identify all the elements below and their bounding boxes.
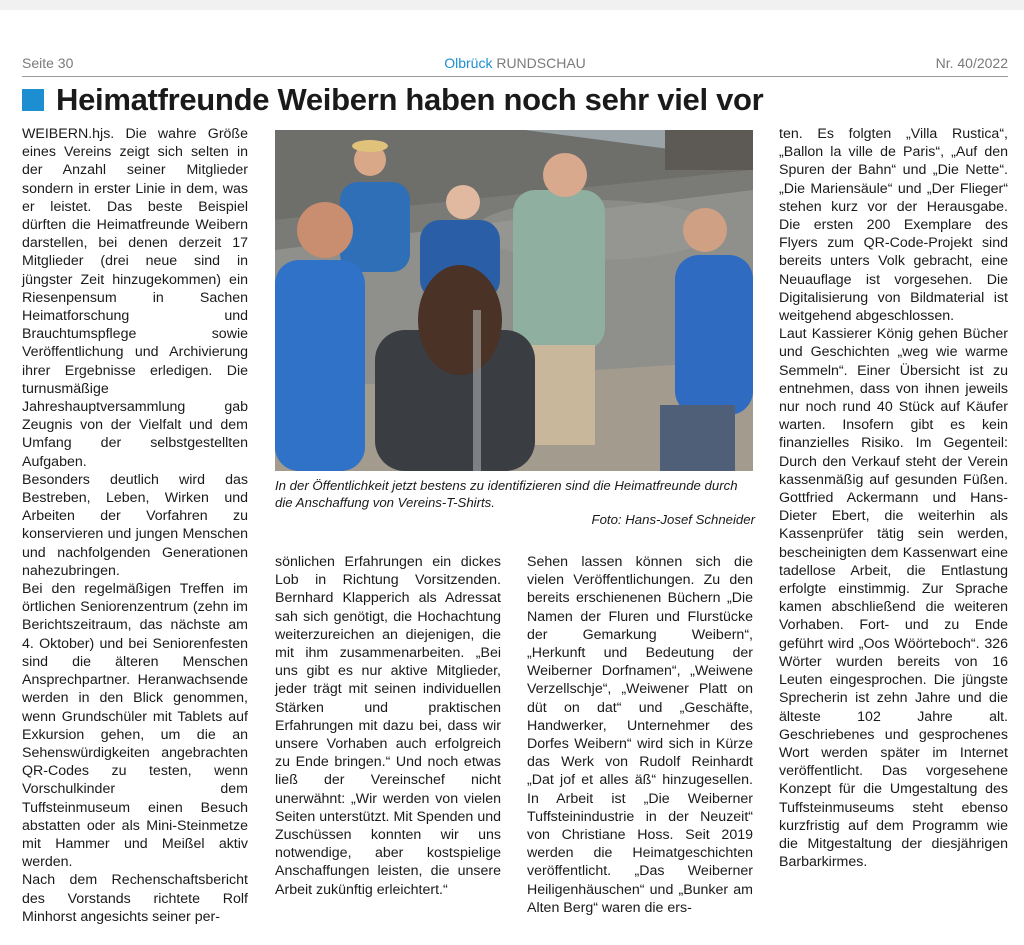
article-column-2 — [275, 553, 501, 899]
paragraph: Sehen lassen können sich die vielen Veröffentlichungen. Zu den bereits erschienenen Büchern „Die Namen der Fluren und Flurstücke der Gemarkung Weibern“, „Herkunft und Bedeutung der Weiberner Dorfnamen“, „Weiwene Verzellschje“, „Weiwener Platt on düt on dat“ und „Geschäfte, Handwerker, Unternehmer des Dorfes Weibern“ wird sich in Kürze das Werk von Rudolf Reinhardt „Dat jof et alles äß“ hinzugesellen. In Arbeit ist „Die Weiberner Tuffsteinindustrie in der Neuzeit“ von Christiane Hoss. Seit 2019 werden die Heimatgeschichten veröffentlicht. „Das Weiberner Heiligenhäuschen“ und „Bunker am Alten Berg“ waren die ers- — [527, 554, 753, 916]
paragraph: ten. Es folgten „Villa Rustica“, „Ballon la ville de Paris“, „Auf den Spuren der Bahn“ und „Die Nette“. „Die Mariensäule“ und „Der Flieger“ stehen kurz vor der Herausgabe. Die ersten 200 Exemplare des Flyers zum QR-Code-Projekt sind bereits unters Volk gebracht, eine Neuauflage ist vorgesehen. Die Digitalisierung von Bildmaterial ist weitgehend abgeschlossen. — [779, 126, 1008, 325]
masthead-rule — [22, 76, 1008, 77]
photo-caption — [275, 477, 755, 528]
article-photo — [275, 130, 753, 471]
paragraph: Besonders deutlich wird das Bestreben, Leben, Wirken und Arbeiten der Vorfahren zu konservieren und jungen Menschen und nachfolgenden Generationen nahezubringen. — [22, 471, 248, 579]
publication-title — [22, 55, 1008, 71]
article-headline — [22, 82, 763, 122]
caption-text: In der Öffentlichkeit jetzt bestens zu identifizieren sind die Heimatfreunde durch die Anschaffung von Vereins-T-Shirts. — [275, 478, 738, 510]
top-strip — [0, 0, 1024, 10]
paragraph: Bei den regelmäßigen Treffen im örtlichen Seniorenzentrum (zehn im Berichtszeitraum, das nächste am 4. Oktober) und bei Seniorenfesten sind die älteren Menschen Ansprechpartner. Heranwachsende werden in den Blick genommen, wenn Grundschüler mit Tablets auf Exkursion gehen, um die an Sehenswürdigkeiten angebrachten QR-Codes zu testen, wenn Vorschulkinder dem Tuffsteinmuseum einen Besuch abstatten oder als Mini-Steinmetze mit Hammer und Meißel aktiv werden. — [22, 581, 248, 871]
paragraph: Nach dem Rechenschaftsbericht des Vorstands richtete Rolf Minhorst angesichts seiner per- — [22, 872, 248, 925]
headline-text: Heimatfreunde Weibern haben noch sehr viel vor — [56, 82, 764, 117]
paragraph: sönlichen Erfahrungen ein dickes Lob in Richtung Vorsitzenden. Bernhard Klapperich als Adressat sah sich genötigt, die Hochachtung weiterzureichen an diejenigen, die mit ihm zusammenarbeiten. „Bei uns gibt es nur aktive Mitglieder, jeder trägt mit seinen individuellen Stärken und praktischen Erfahrungen mit dazu bei, dass wir unsere Vorhaben auch erfolgreich zu Ende bringen.“ Und noch etwas ließ der Vereinschef nicht unerwähnt: „Wir werden von vielen Seiten unterstützt. Mit Spenden und Zuschüssen konnten wir uns notwendige, aber kostspielige Anschaffungen leisten, die unsere Arbeit zukünftig erleichtert.“ — [275, 554, 501, 898]
publication-brand: Olbrück — [444, 55, 493, 71]
article-column-3 — [527, 553, 753, 917]
publication-name: RUNDSCHAU — [496, 55, 586, 71]
headline-square-icon — [22, 89, 44, 111]
article-column-4 — [779, 125, 1008, 871]
page-number: Seite 30 — [22, 55, 74, 71]
paragraph: Laut Kassierer König gehen Bücher und Geschichten „weg wie warme Semmeln“. Einer Übersicht ist zu entnehmen, dass von ihnen jeweils nur noch rund 40 Stück auf Käufer warten. Insofern gibt es kein finanzielles Risiko. Im Gegenteil: Durch den Verkauf steht der Verein kassenmäßig auf gesunden Füßen. Gottfried Ackermann und Hans-Dieter Ebert, die weiterhin als Kassenprüfer tätig sein werden, bescheinigten dem Kassenwart eine tadellose Arbeit, die Entlastung erfolgte einstimmig. Zur Sprache kamen abschließend die weiteren Vorhaben. Fort- und zu Ende geführt wird „Oos Wöörteboch“. 326 Wörter wurden bereits von 16 Leuten eingesprochen. Die jüngste Sprecherin ist zehn Jahre und die älteste 102 Jahre alt. Geschriebenes und gesprochenes Wort werden später im Internet veröffentlicht. Das vorgesehene Konzept für die Umgestaltung des Tuffsteinmuseums steht ebenso kurzfristig auf dem Programm wie die Mitgestaltung der diesjährigen Barbarkirmes. — [779, 326, 1008, 871]
article-column-1 — [22, 125, 248, 926]
paragraph: WEIBERN.hjs. Die wahre Größe eines Vereins zeigt sich selten in der Anzahl seiner Mitglieder sondern in erster Linie in dem, was er leistet. Das beste Beispiel dürften die Heimatfreunde Weibern darstellen, bei denen derzeit 17 Mitglieder (drei neue sind in jüngster Zeit hinzugekommen) ein Riesenpensum in Sachen Heimatforschung und Brauchtumspflege sowie Veröffentlichung und Archivierung ihrer Ergebnisse erledigen. Die turnusmäßige Jahreshauptversammlung gab Zeugnis von der Vielfalt und dem Umfang der selbstgestellten Aufgaben. — [22, 126, 248, 470]
photo-credit: Foto: Hans-Josef Schneider — [591, 512, 755, 527]
masthead — [22, 55, 1008, 75]
photo-illustration — [275, 130, 753, 471]
issue-number: Nr. 40/2022 — [935, 55, 1008, 71]
